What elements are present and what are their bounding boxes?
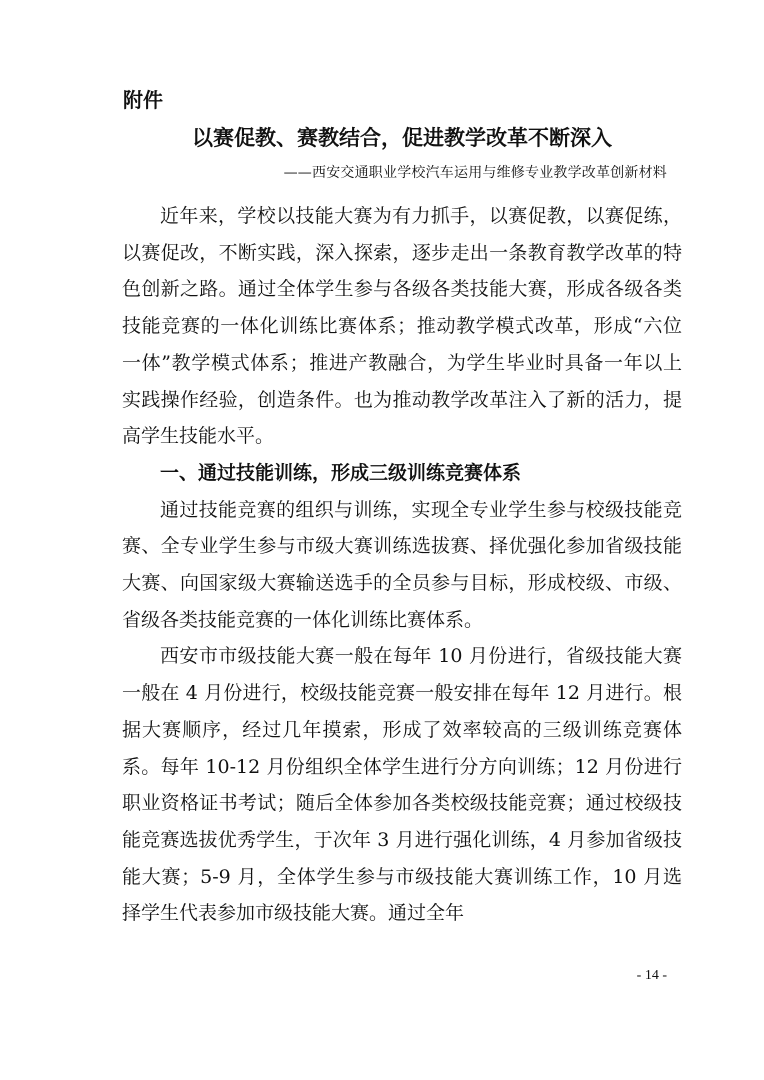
page-number: - 14 - [636, 968, 667, 983]
document-body [122, 198, 682, 932]
document-subtitle: ——西安交通职业学校汽车运用与维修专业教学改革创新材料 [283, 165, 667, 181]
attachment-label: 附件 [123, 88, 163, 112]
body-paragraph: 西安市市级技能大赛一般在每年 10 月份进行，省级技能大赛一般在 4 月份进行，校级技能竞赛一般安排在每年 12 月进行。根据大赛顺序，经过几年摸索，形成了效率较高的三级训练竞赛体系。每年 10-12 月份组织全体学生进行分方向训练；12 月份进行职业资格证书考试；随后全体参加各类校级技能竞赛；通过校级技能竞赛选拔优秀学生，于次年 3 月进行强化训练，4 月参加省级技能大赛；5-9 月，全体学生参与市级技能大赛训练工作，10 月选择学生代表参加市级技能大赛。通过全年 [122, 645, 682, 925]
body-paragraph: 通过技能竞赛的组织与训练，实现全专业学生参与校级技能竞赛、全专业学生参与市级大赛训练选拔赛、择优强化参加省级技能大赛、向国家级大赛输送选手的全员参与目标，形成校级、市级、省级各类技能竞赛的一体化训练比赛体系。 [122, 498, 682, 631]
section-heading: 一、通过技能训练，形成三级训练竞赛体系 [160, 461, 522, 484]
document-title: 以赛促教、赛教结合，促进教学改革不断深入 [192, 126, 612, 150]
body-paragraph: 近年来，学校以技能大赛为有力抓手，以赛促教，以赛促练，以赛促改，不断实践，深入探索，逐步走出一条教育教学改革的特色创新之路。通过全体学生参与各级各类技能大赛，形成各级各类技能竞赛的一体化训练比赛体系；推动教学模式改革，形成“六位一体”教学模式体系；推进产教融合，为学生毕业时具备一年以上实践操作经验，创造条件。也为推动教学改革注入了新的活力，提高学生技能水平。 [122, 205, 682, 448]
